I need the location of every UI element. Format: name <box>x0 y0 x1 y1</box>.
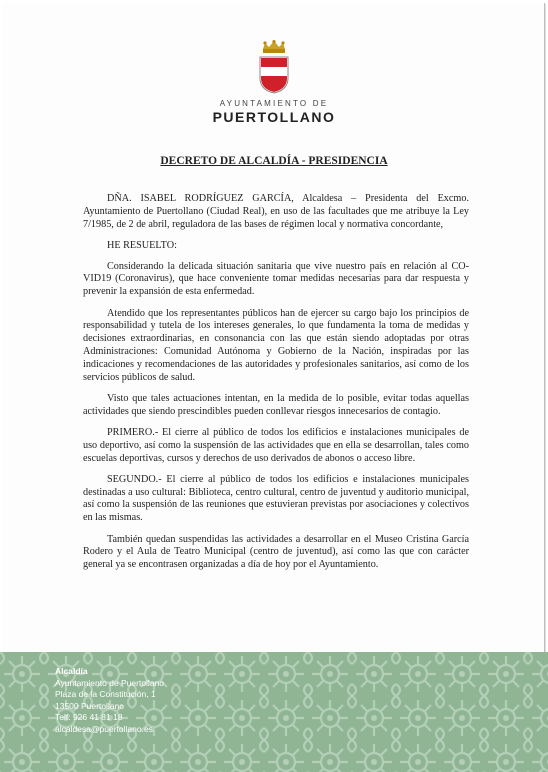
paragraph-first: PRIMERO.- El cierre al público de todos los edificios e instalaciones municipales de uso deportivo, así como la suspensión de las actividades que en ella se desarrollan, tales como escuelas deportivas, cursos y derechos de uso derivados de abonos o acceso libre. <box>83 426 469 464</box>
paragraph-attended: Atendido que los representantes públicos han de ejercer su cargo bajo los principios de responsabilidad y tutela de los intereses generales, lo que fundamenta la toma de medidas y decisiones extraordinarias, en consonancia con las que están siendo adoptadas por otras Administraciones: Comunidad Autónoma y Gobierno de la Nación, inspiradas por las indicaciones y recomendaciones de las autoridades y profesionales sanitarios, así como de los servicios públicos de salud. <box>83 307 469 383</box>
crown-icon <box>259 40 289 54</box>
document-body <box>83 193 469 580</box>
footer-line: 13500 Puertollano <box>55 700 125 711</box>
footer-email[interactable]: alcaldesa@puertollano.es <box>55 723 153 734</box>
footer-line: Plaza de la Constitución, 1 <box>55 689 156 699</box>
paragraph-also: También quedan suspendidas las actividades a desarrollar en el Museo Cristina García Rodero y el Aula de Teatro Municipal (centro de juventud), así como las que con carácter general ya se encontrasen organizadas a día de hoy por el Ayuntamiento. <box>83 533 469 571</box>
paragraph-second: SEGUNDO.- El cierre al público de todos los edificios e instalaciones municipales destinadas a uso cultural: Biblioteca, centro cultural, centro de juventud y auditorio municipal, así como la suspensión de las reuniones que estuvieran previstas por asociaciones y colectivos en las mismas. <box>83 473 469 524</box>
footer-band <box>0 652 548 772</box>
footer-contact <box>55 666 164 735</box>
document-title: DECRETO DE ALCALDÍA - PRESIDENCIA <box>160 155 388 167</box>
paragraph-considering: Considerando la delicada situación sanitaria que vive nuestro país en relación al CO-VID19 (Coronavirus), que hace conveniente tomar medidas necesarias para dar respuesta y prevenir la expansión de esta enfermedad. <box>83 260 469 298</box>
footer-line: Ayuntamiento de Puertollano <box>55 677 165 688</box>
logo-title: PUERTOLLANO <box>212 109 336 125</box>
shield-icon <box>259 56 289 94</box>
footer-heading: Alcaldía <box>55 666 88 676</box>
paragraph-seen: Visto que tales actuaciones intentan, en la medida de lo posible, evitar todas aquellas actividades que siendo prescindibles pueden conllevar riesgos innecesarios de contagio. <box>83 392 469 417</box>
logo <box>0 40 548 125</box>
footer-line: Telf: 926 41 81 18 <box>55 712 123 722</box>
paragraph-intro: DÑA. ISABEL RODRÍGUEZ GARCÍA, Alcaldesa – Presidenta del Excmo. Ayuntamiento de Puertollano (Ciudad Real), en uso de las facultades que me atribuye la Ley 7/1985, de 2 de abril, reguladora de las bases de régimen local y normativa concordante, <box>83 193 469 230</box>
logo-subtitle: AYUNTAMIENTO DE <box>219 99 329 108</box>
paragraph-resolved: HE RESUELTO: <box>107 239 177 251</box>
